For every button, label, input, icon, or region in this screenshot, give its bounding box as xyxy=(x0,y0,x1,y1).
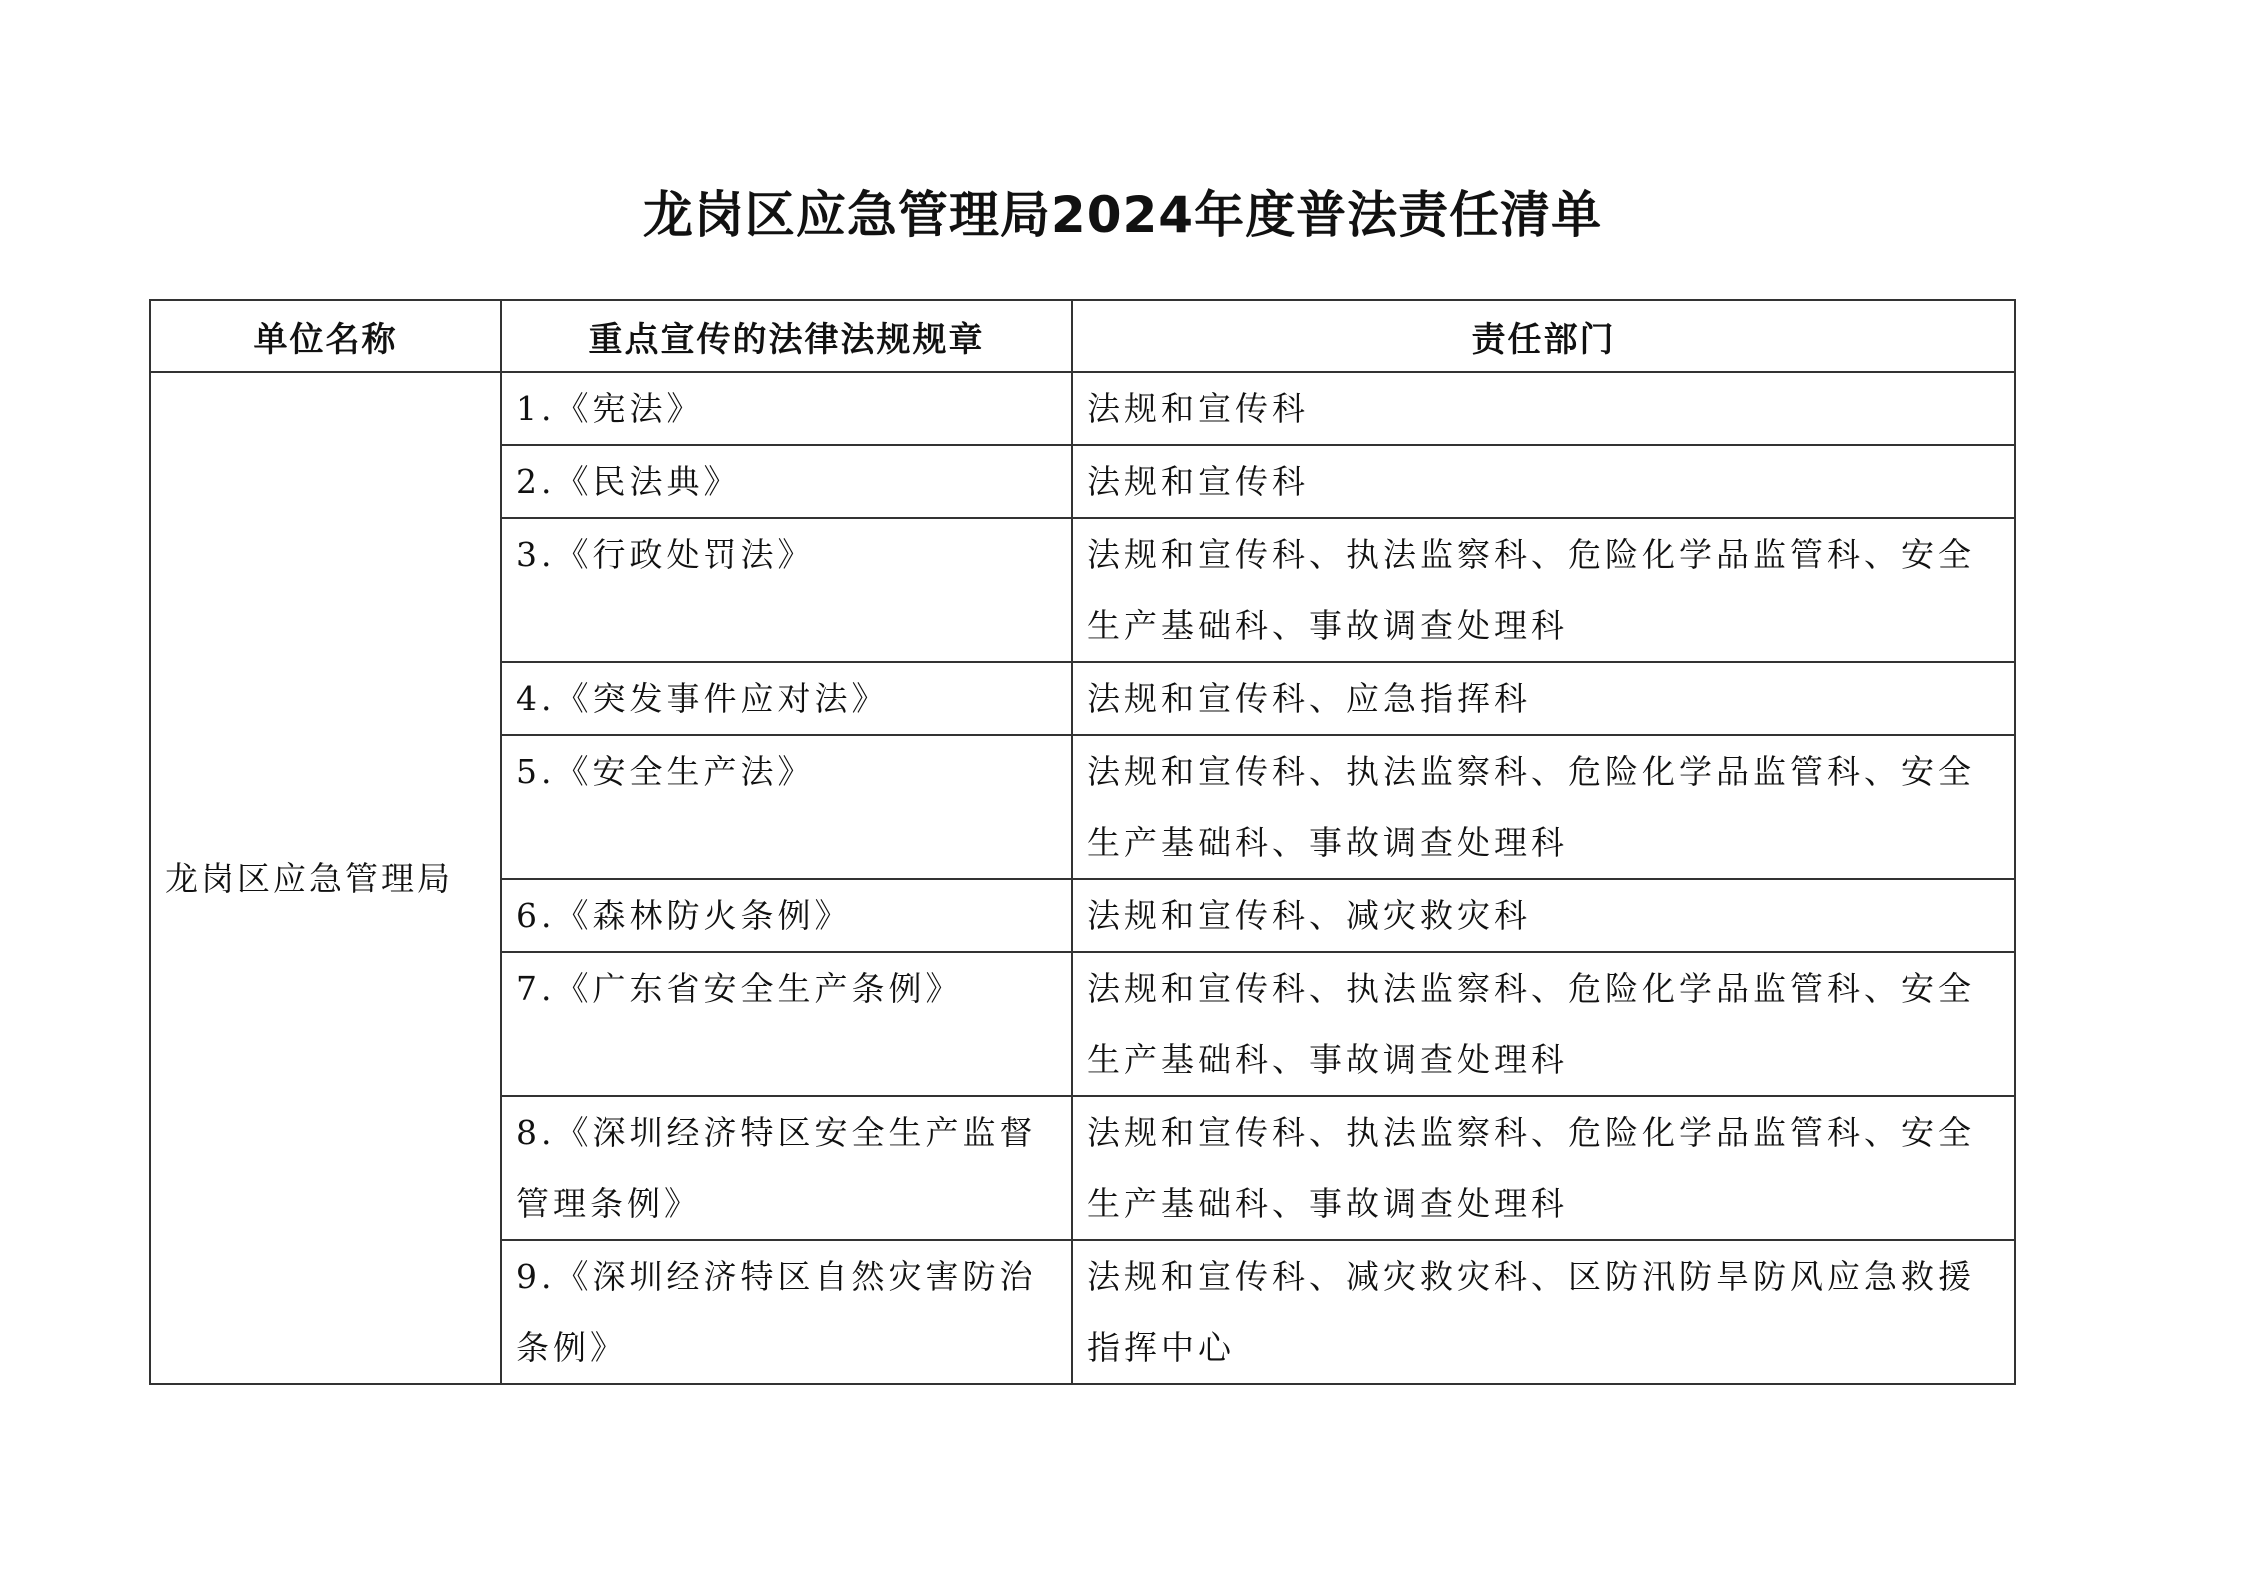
law-cell: 2.《民法典》 xyxy=(501,445,1072,518)
responsibility-table xyxy=(149,299,2016,1385)
dept-cell: 法规和宣传科、减灾救灾科 xyxy=(1072,879,2015,952)
law-cell: 4.《突发事件应对法》 xyxy=(501,662,1072,735)
header-laws: 重点宣传的法律法规规章 xyxy=(501,300,1072,372)
law-cell: 6.《森林防火条例》 xyxy=(501,879,1072,952)
table-header-row xyxy=(150,300,2015,372)
dept-cell: 法规和宣传科 xyxy=(1072,445,2015,518)
law-cell: 3.《行政处罚法》 xyxy=(501,518,1072,662)
header-responsible-dept: 责任部门 xyxy=(1072,300,2015,372)
dept-cell: 法规和宣传科 xyxy=(1072,372,2015,445)
dept-cell: 法规和宣传科、应急指挥科 xyxy=(1072,662,2015,735)
law-cell: 1.《宪法》 xyxy=(501,372,1072,445)
header-unit-name: 单位名称 xyxy=(150,300,501,372)
table-row xyxy=(150,372,2015,445)
law-cell: 9.《深圳经济特区自然灾害防治条例》 xyxy=(501,1240,1072,1384)
dept-cell: 法规和宣传科、执法监察科、危险化学品监管科、安全生产基础科、事故调查处理科 xyxy=(1072,952,2015,1096)
law-cell: 5.《安全生产法》 xyxy=(501,735,1072,879)
law-cell: 8.《深圳经济特区安全生产监督管理条例》 xyxy=(501,1096,1072,1240)
dept-cell: 法规和宣传科、执法监察科、危险化学品监管科、安全生产基础科、事故调查处理科 xyxy=(1072,518,2015,662)
page-title: 龙岗区应急管理局2024年度普法责任清单 xyxy=(642,186,1603,244)
law-cell: 7.《广东省安全生产条例》 xyxy=(501,952,1072,1096)
unit-cell: 龙岗区应急管理局 xyxy=(150,372,501,1384)
dept-cell: 法规和宣传科、执法监察科、危险化学品监管科、安全生产基础科、事故调查处理科 xyxy=(1072,735,2015,879)
dept-cell: 法规和宣传科、执法监察科、危险化学品监管科、安全生产基础科、事故调查处理科 xyxy=(1072,1096,2015,1240)
dept-cell: 法规和宣传科、减灾救灾科、区防汛防旱防风应急救援指挥中心 xyxy=(1072,1240,2015,1384)
